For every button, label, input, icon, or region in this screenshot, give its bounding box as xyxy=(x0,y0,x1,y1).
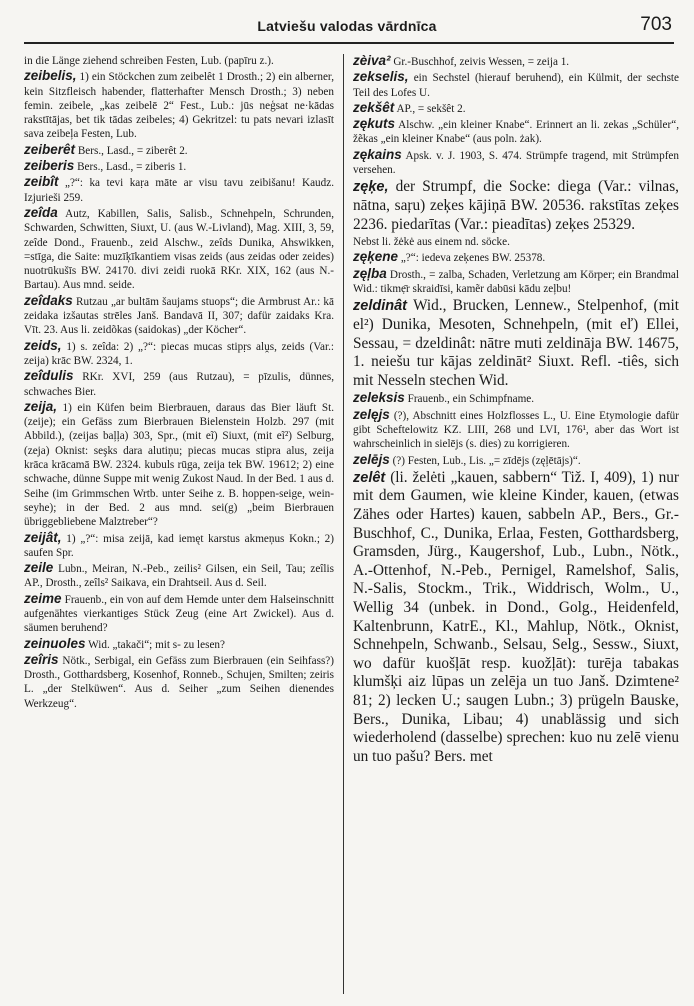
entry-text: (li. želėti „kauen, sabbern“ Tiž. I, 409), 1) nur mit dem Gaumen, wie kleine Kinder, kauen, (etwas Zähes oder Hartes) kauen, sabbeln AP., Bers., Gr.-Buschhof, C., Dunika, Erlaa, Festen, Gotthardsberg, Gramsden, Jürg., Kaugershof, Lub., Lubn., Nötk., A.-Ottenhof, N.-Peb., Pernigel, Ramelshof, Salis, N.-Salis, Stockm., Trik., Widdrisch, Wolm., U., Wellig 34 (unbek. in Dond., Golg., Heidenfeld, Kaltenbrunn, KatrE., Kl., Mahlup, Nötk., Oknist, Schnehpeln, Schwanb., Selsau, Selg., Sessw., Siuxt, wo dafür kuošļāt resp. kuožļāt): turēja tabakas klumšķi aiz lūpas un zelēja un tuo Janš. Dzimtene² 81; 2) lecken U.; saugen Lubn.; 3) prügeln Bauske, Bers., Dunika, Libau; 4) unablässig und sich wiederholend (dasselbe) sprechen: kuo nu zelē vienu un tuo pašu? Bers. met xyxy=(353,468,679,765)
dictionary-entry xyxy=(24,159,334,174)
dictionary-entry xyxy=(24,592,334,636)
entry-text: 1) „?“: misa zeijā, kad iemęt karstus akmeņus Kokn.; 2) saufen Spr. xyxy=(24,532,334,559)
entry-headword: zeids, xyxy=(24,337,62,353)
entry-headword: zeile xyxy=(24,560,54,576)
entry-headword: zeîris xyxy=(24,651,59,667)
dictionary-entry xyxy=(353,408,679,452)
entry-headword: zeleksis xyxy=(353,390,405,406)
entry-text: 1) ein Küfen beim Bierbrauen, daraus das Bier läuft St. (zeije); ein Gefäss zum Bierbrauen Bielenstein Holzb. 297 (mit Abbild.), (zeijas baļļa) 303, Spr., (mit eĩ) Siuxt, (mit eĩ²) Selburg, (zeja) Oknist: seşks dara alutiņu; piecas mucas stipra alus, zeija krāca krācamā BW. 2324. kubuls rūga, zeija tek BW. 19612; 2) eine schwache, dünne Suppe mit wenig Zukost Naud. In der Bed. 1 aus d. Seihe (im Grimmschen Wrtb. unter Seihe z. B. hoppen-seige, wein-seyhe); in der Bed. 2 aus mnd. sei(g) „beim Bierbrauen übriggebliebene Malztreber“? xyxy=(24,401,334,529)
entry-text: Rutzau „ar bultām šaujams stuops“; die Armbrust Ar.: kā zeidaka izšautas strēles Janš. Bandavā II, 307; dafür zaidaks Kra. Vīt. 23. Aus li. zeidõkas (saidokas) „der Köcher“. xyxy=(24,295,334,337)
entry-text: Nebst li. žėkė aus einem nd. söcke. xyxy=(353,236,510,249)
entry-text: Autz, Kabillen, Salis, Salisb., Schnehpeln, Schrunden, Schwarden, Schwitten, Siuxt, U. (aus W.-Livland), Mag. XIII, 3, 59, zeîde Dond., Frauenb., zeid Alschw., zeîds Dunika, Ahswikken, =stīga, die Saite: muzīķīkantiem visas zeids (aus zeidas oder zeides) nuotrūkušīs BW. 24170. divi zeidi ruokā RKr. XIX, 162 (aus N.-Bartau). Aus mnd. seide. xyxy=(24,207,334,292)
dictionary-entry xyxy=(353,148,679,178)
dictionary-entry xyxy=(353,235,679,249)
page-number: 703 xyxy=(640,14,672,35)
entry-text: Wid., Brucken, Lennew., Stelpenhof, (mit el²) Dunika, Mesoten, Schnehpeln, (mit eľ) Ellei, Sessau, = dzeldinât: nātre muti zeldināja BW. 14675, 1. neiešu tur kājas zeldināt² Siuxt. Refl. -tiês, sich mit Nesseln stechen Wid. xyxy=(353,297,679,389)
dictionary-entry xyxy=(24,69,334,141)
entry-headword: zeibît xyxy=(24,174,59,190)
entry-headword: zęķene xyxy=(353,249,399,265)
entry-headword: zeija, xyxy=(24,398,58,414)
entry-text: Alschw. „ein kleiner Knabe“. Erinnert an li. zekas „Schüler“, žẽkas „ein kleiner Knabe“ (aus poln. żak). xyxy=(353,119,679,146)
entry-text: Frauenb., ein von auf dem Hemde unter dem Halseinschnitt aufgenähtes vierkantiges Stück Zeug (eine Art Zwickel). Aus d. säumen beruhend? xyxy=(24,593,334,635)
page-header xyxy=(0,12,694,38)
entry-text: (?), Abschnitt eines Holzflosses L., U. Eine Etymologie dafür gibt Scheftelowitz KZ. LIII, 268 und LVI, 176¹, aber das Wort ist wahrscheinlich in sielējs (s. dies) zu korrigieren. xyxy=(353,409,679,451)
entry-text: Frauenb., ein Schimpfname. xyxy=(407,393,535,406)
dictionary-entry xyxy=(353,178,679,234)
entry-text: in die Länge ziehend schreiben Festen, Lub. (papīru z.). xyxy=(24,55,274,67)
entry-text: Nötk., Serbigal, ein Gefäss zum Bierbrauen (ein Seihfass?) Drosth., Gotthardsberg, Kosenhof, Ronneb., Schujen, Smilten; zeiris L. „der Stelküwen“. Aus d. Seiher „zum Seihen dienendes Werkzeug“. xyxy=(24,654,334,710)
entry-text: (?) Festen, Lub., Lis. „= zīdējs (zęļētājs)“. xyxy=(392,454,581,467)
running-title: Latviešu valodas vārdnīca xyxy=(257,18,437,34)
dictionary-entry xyxy=(353,70,679,100)
entry-text: ein Sechstel (hierauf beruhend), ein Külmit, der sechste Teil des Lofes U. xyxy=(353,72,679,99)
entry-headword: zękains xyxy=(353,146,402,162)
entry-text: Gr.-Buschhof, zeivis Wessen, = zeija 1. xyxy=(393,56,570,68)
entry-text: AP., = sekšêt 2. xyxy=(396,102,466,115)
entry-text: RKr. XVI, 259 (aus Rutzau), = pīzulis, dünnes, schwaches Bier. xyxy=(24,371,334,398)
entry-headword: zeijât, xyxy=(24,529,62,545)
entry-text: Bers., Lasd., = ziberis 1. xyxy=(77,161,187,174)
entry-headword: zeinuoles xyxy=(24,635,86,651)
dictionary-entry xyxy=(353,101,679,116)
dictionary-entry xyxy=(24,143,334,158)
right-column xyxy=(353,54,679,996)
header-rule xyxy=(24,42,674,44)
dictionary-entry xyxy=(24,369,334,399)
dictionary-entry xyxy=(353,117,679,147)
dictionary-entry xyxy=(24,294,334,338)
dictionary-entry xyxy=(24,175,334,205)
dictionary-entry xyxy=(353,469,679,767)
dictionary-entry xyxy=(353,391,679,406)
entry-headword: zęļba xyxy=(353,265,387,281)
dictionary-entry xyxy=(353,250,679,265)
entry-headword: zekselis, xyxy=(353,69,409,85)
entry-text: 1) s. zeîda: 2) „?“: piecas mucas stipṛs alṷs, zeids (Var.: zeija) krāc BW. 2324, 1. xyxy=(24,340,334,367)
dictionary-entry xyxy=(24,637,334,652)
dictionary-entry xyxy=(24,561,334,591)
dictionary-entry xyxy=(24,400,334,530)
entry-headword: zęķe, xyxy=(353,179,389,196)
entry-headword: zeîdulis xyxy=(24,368,74,384)
entry-text: 1) ein Stöckchen zum zeibelêt 1 Drosth.; 2) ein alberner, kein Sitzfleisch habender, flatterhafter Mensch Drosth.; 3) neben femin. zeibele, „kas zeibelē 2“ Fest., Lub.: jūs neģsat ne·kādas rakstītājas, bet tik tādas zeibeles; 4) Gekritzel: tu pats nevari izlasīt sava zeibeļa Festen, Lub. xyxy=(24,71,334,141)
entry-text: „?“: ka tevi kaṛa māte ar visu tavu zeibišanu! Kaudz. Izjurieši 259. xyxy=(24,177,334,204)
entry-text: Bers., Lasd., = ziberêt 2. xyxy=(77,144,188,157)
entry-headword: zekšêt xyxy=(353,99,395,115)
entry-headword: zeiberêt xyxy=(24,141,76,157)
entry-text: der Strumpf, die Socke: diega (Var.: vilnas, nātna, saŗu) zeķes kājiņā BW. 20536. rakstītas zeķes 2236. piedarītas (Var.: pieadītas) zeķes 25329. xyxy=(353,178,679,233)
entry-text: Wid. „takači“; mit s- zu lesen? xyxy=(88,638,225,651)
dictionary-entry xyxy=(353,54,679,69)
dictionary-entry xyxy=(24,54,334,68)
entry-headword: zèiva² xyxy=(353,54,391,68)
dictionary-entry xyxy=(24,339,334,369)
dictionary-entry xyxy=(353,297,679,390)
entry-headword: zeîdaks xyxy=(24,292,73,308)
left-column xyxy=(24,54,334,996)
dictionary-entry xyxy=(24,206,334,293)
entry-text: Apsk. v. J. 1903, S. 474. Strümpfe tragend, mit Strümpfen versehen. xyxy=(353,149,679,177)
dictionary-entry xyxy=(353,267,679,297)
entry-headword: zeldinât xyxy=(353,298,407,315)
dictionary-entry xyxy=(353,453,679,468)
entry-headword: zelęjs xyxy=(353,406,390,422)
entry-headword: zelējs xyxy=(353,451,390,467)
entry-headword: zeîda xyxy=(24,204,58,220)
dictionary-entry xyxy=(24,531,334,561)
entry-text: „?“: iedeva zeķenes BW. 25378. xyxy=(400,252,546,265)
entry-text: Lubn., Meiran, N.-Peb., zeilis² Gilsen, ein Seil, Tau; zeîlis AP., Drosth., zeîls² Saikava, ein Drahtseil. Aus d. Seil. xyxy=(24,563,334,590)
entry-headword: zeime xyxy=(24,590,62,606)
column-divider xyxy=(343,54,344,994)
dictionary-entry xyxy=(24,653,334,711)
entry-headword: zeiberis xyxy=(24,158,75,174)
entry-headword: zękuts xyxy=(353,116,396,132)
entry-text: Drosth., = zalba, Schaden, Verletzung am Körper; ein Brandmal Wid.: tikmẹ̄r skraidīsi, kamẽr dabūsi kādu zeļbu! xyxy=(353,268,679,296)
entry-headword: zeibelis, xyxy=(24,68,77,84)
entry-headword: zelêt xyxy=(353,469,386,486)
